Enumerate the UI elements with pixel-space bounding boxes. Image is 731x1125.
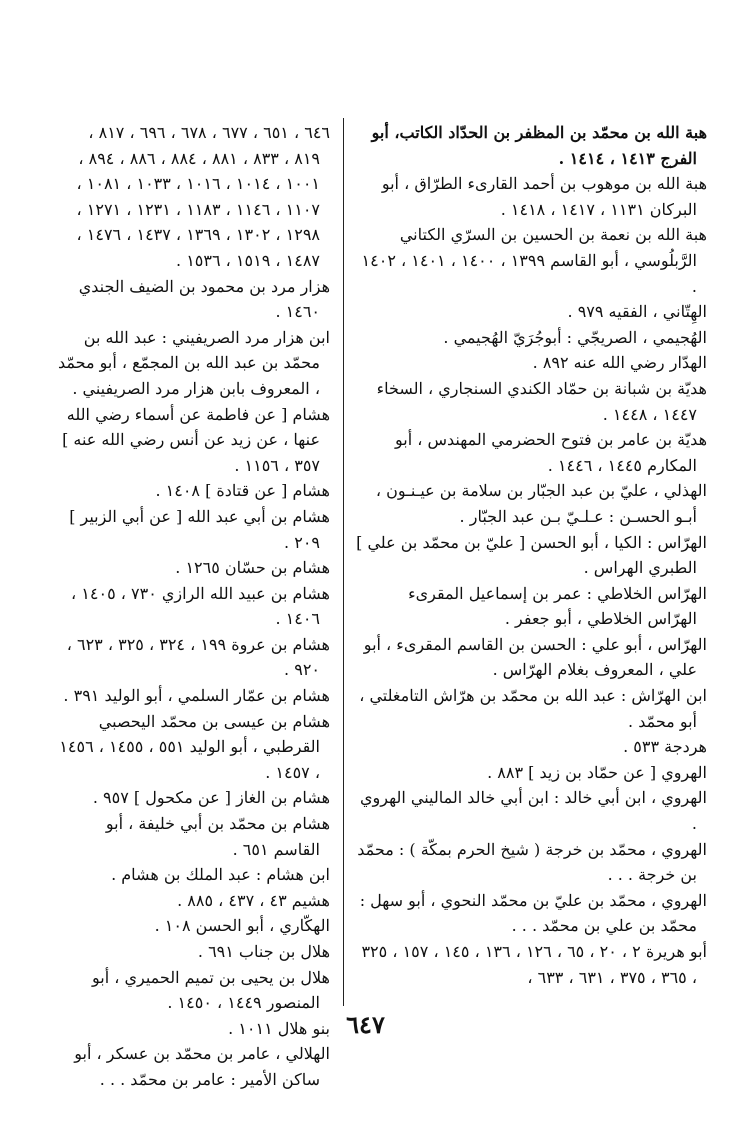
index-entry: هردجة ٥٣٣ . (623, 737, 707, 757)
index-entry: هشام بن عبيد الله الرازي ٧٣٠ ، ١٤٠٥ ، ١٤٠٦ . (71, 583, 330, 629)
index-entry: الهروي [ عن حمّاد بن زيد ] ٨٨٣ . (487, 762, 707, 782)
index-entry: هديّة بن شبانة بن حمّاد الكندي السنجاري ، السخاء ١٤٤٧ ، ١٤٤٨ . (376, 378, 707, 424)
left-column (58, 120, 330, 1093)
index-entry: ابن هزار مرد الصريفيني : عبد الله بن محمّد بن عبد الله بن المجمّع ، أبو محمّد ، المعروف بابن هزار مرد الصريفيني . (57, 327, 330, 398)
index-entry: الهرّاس ، أبو علي : الحسن بن القاسم المقرىء ، أبو علي ، المعروف بغلام الهرّاس . (363, 634, 707, 680)
page-number: ٦٤٧ (346, 1010, 385, 1039)
index-entry: الهُجيمي ، الصريجّي : أبوجُرَيّ الهُجيمي . (443, 327, 707, 347)
index-entry: هشام [ عن فاطمة عن أسماء رضي الله عنها ، عن زيد عن أنس رضي الله عنه ] ٣٥٧ ، ١١٥٦ . (62, 404, 330, 475)
index-entry: هشام بن عمّار السلمي ، أبو الوليد ٣٩١ . (63, 686, 330, 706)
index-entry: هشام بن محمّد بن أبي خليفة ، أبو القاسم ٦٥١ . (105, 814, 330, 859)
index-entry: هشام بن عروة ١٩٩ ، ٣٢٤ ، ٣٢٥ ، ٦٢٣ ، ٩٢٠ . (66, 634, 330, 680)
index-entry: الهرّاس : الكيا ، أبو الحسن [ عليّ بن محمّد بن علي ] الطبري الهراس . (356, 532, 707, 578)
index-entry: هبة الله بن موهوب بن أحمد القارىء الطرّاق ، أبو البركان ١١٣١ ، ١٤١٧ ، ١٤١٨ . (381, 174, 707, 219)
index-entry: الهلالي ، عامر بن محمّد بن عسكر ، أبو ساكن الأمير : عامر بن محمّد . . . (74, 1044, 330, 1089)
index-entry: هشام بن الغاز [ عن مكحول ] ٩٥٧ . (92, 788, 330, 808)
index-entry: ٦٤٦ ، ٦٥١ ، ٦٧٧ ، ٦٧٨ ، ٦٩٦ ، ٨١٧ ، ٨١٩ ، ٨٣٣ ، ٨٨١ ، ٨٨٤ ، ٨٨٦ ، ٨٩٤ ، ١٠٠١ ، ١٠١٤ ، ١٠١٦ ، ١٠٣٣ ، ١٠٨١ ، ١١٠٧ ، ١١٤٦ ، ١١٨٣ ، ١٢٣١ ، ١٢٧١ ، ١٢٩٨ ، ١٣٠٢ ، ١٣٦٩ ، ١٤٣٧ ، ١٤٧٦ ، ١٤٨٧ ، ١٥١٩ ، ١٥٣٦ . (76, 123, 330, 270)
index-entry: هشيم ٤٣ ، ٤٣٧ ، ٨٨٥ . (177, 890, 330, 910)
index-entry: هزار مرد بن محمود بن الضيف الجندي ١٤٦٠ . (78, 276, 330, 322)
index-entry: الهذلي ، عليّ بن عبد الجبّار بن سلامة بن عيـنـون ، أبـو الحسـن : عـلـيّ بـن عبد الجبّار . (375, 481, 707, 526)
index-entry: الهدّار رضي الله عنه ٨٩٢ . (532, 353, 707, 373)
index-entry: هشام بن أبي عبد الله [ عن أبي الزبير ] ٢٠٩ . (69, 506, 330, 552)
index-entry: بنو هلال ١٠١١ . (228, 1018, 330, 1038)
index-entry: ابن الهرّاش : عبد الله بن محمّد بن هرّاش التامغلتي ، أبو محمّد . (359, 686, 707, 731)
index-entry: الهروي ، محمّد بن عليّ بن محمّد النحوي ، أبو سهل : محمّد بن علي بن محمّد . . . (359, 890, 707, 936)
index-entry: ابن هشام : عبد الملك بن هشام . (111, 865, 330, 885)
index-entry: الهروي ، ابن أبي خالد : ابن أبي خالد الماليني الهروي . (360, 788, 707, 834)
index-entry: هشام بن حسّان ١٢٦٥ . (175, 558, 330, 578)
index-entry: الهِتّاني ، الفقيه ٩٧٩ . (567, 302, 707, 322)
index-entry: هشام بن عيسى بن محمّد اليحصبي القرطبي ، أبو الوليد ٥٥١ ، ١٤٥٥ ، ١٤٥٦ ، ١٤٥٧ . (59, 711, 330, 782)
index-entry: أبو هريرة ٢ ، ٢٠ ، ٦٥ ، ١٢٦ ، ١٣٦ ، ١٤٥ ، ١٥٧ ، ٣٢٥ ، ٣٦٥ ، ٣٧٥ ، ٦٣١ ، ٦٣٣ ، (361, 942, 707, 987)
index-entry: هشام [ عن قتادة ] ١٤٠٨ . (155, 481, 330, 501)
index-entry: هلال بن يحيى بن تميم الحميري ، أبو المنصور ١٤٤٩ ، ١٤٥٠ . (91, 967, 330, 1013)
column-divider (343, 118, 344, 1006)
index-entry: هلال بن جناب ٦٩١ . (197, 942, 330, 961)
index-entry: هبة الله بن نعمة بن الحسين بن السرّي الكتاني الرَّبلُوسي ، أبو القاسم ١٣٩٩ ، ١٤٠٠ ، ١٤٠١ ، ١٤٠٢ . (361, 225, 707, 296)
index-entry: الهروي ، محمّد بن خرجة ( شيخ الحرم بمكّة ) : محمّد بن خرجة . . . (357, 839, 707, 885)
right-column (355, 120, 707, 990)
index-entry: الهرّاس الخلاطي : عمر بن إسماعيل المقرىء الهرّاس الخلاطي ، أبو جعفر . (408, 583, 707, 629)
index-entry: هبة الله بن محمّد بن المظفر بن الحدّاد الكاتب، أبو الفرج ١٤١٣ ، ١٤١٤ . (371, 123, 707, 168)
index-entry: هديّة بن عامر بن فتوح الحضرمي المهندس ، أبو المكارم ١٤٤٥ ، ١٤٤٦ . (395, 430, 707, 475)
index-entry: الهكّاري ، أبو الحسن ١٠٨ . (154, 916, 330, 936)
